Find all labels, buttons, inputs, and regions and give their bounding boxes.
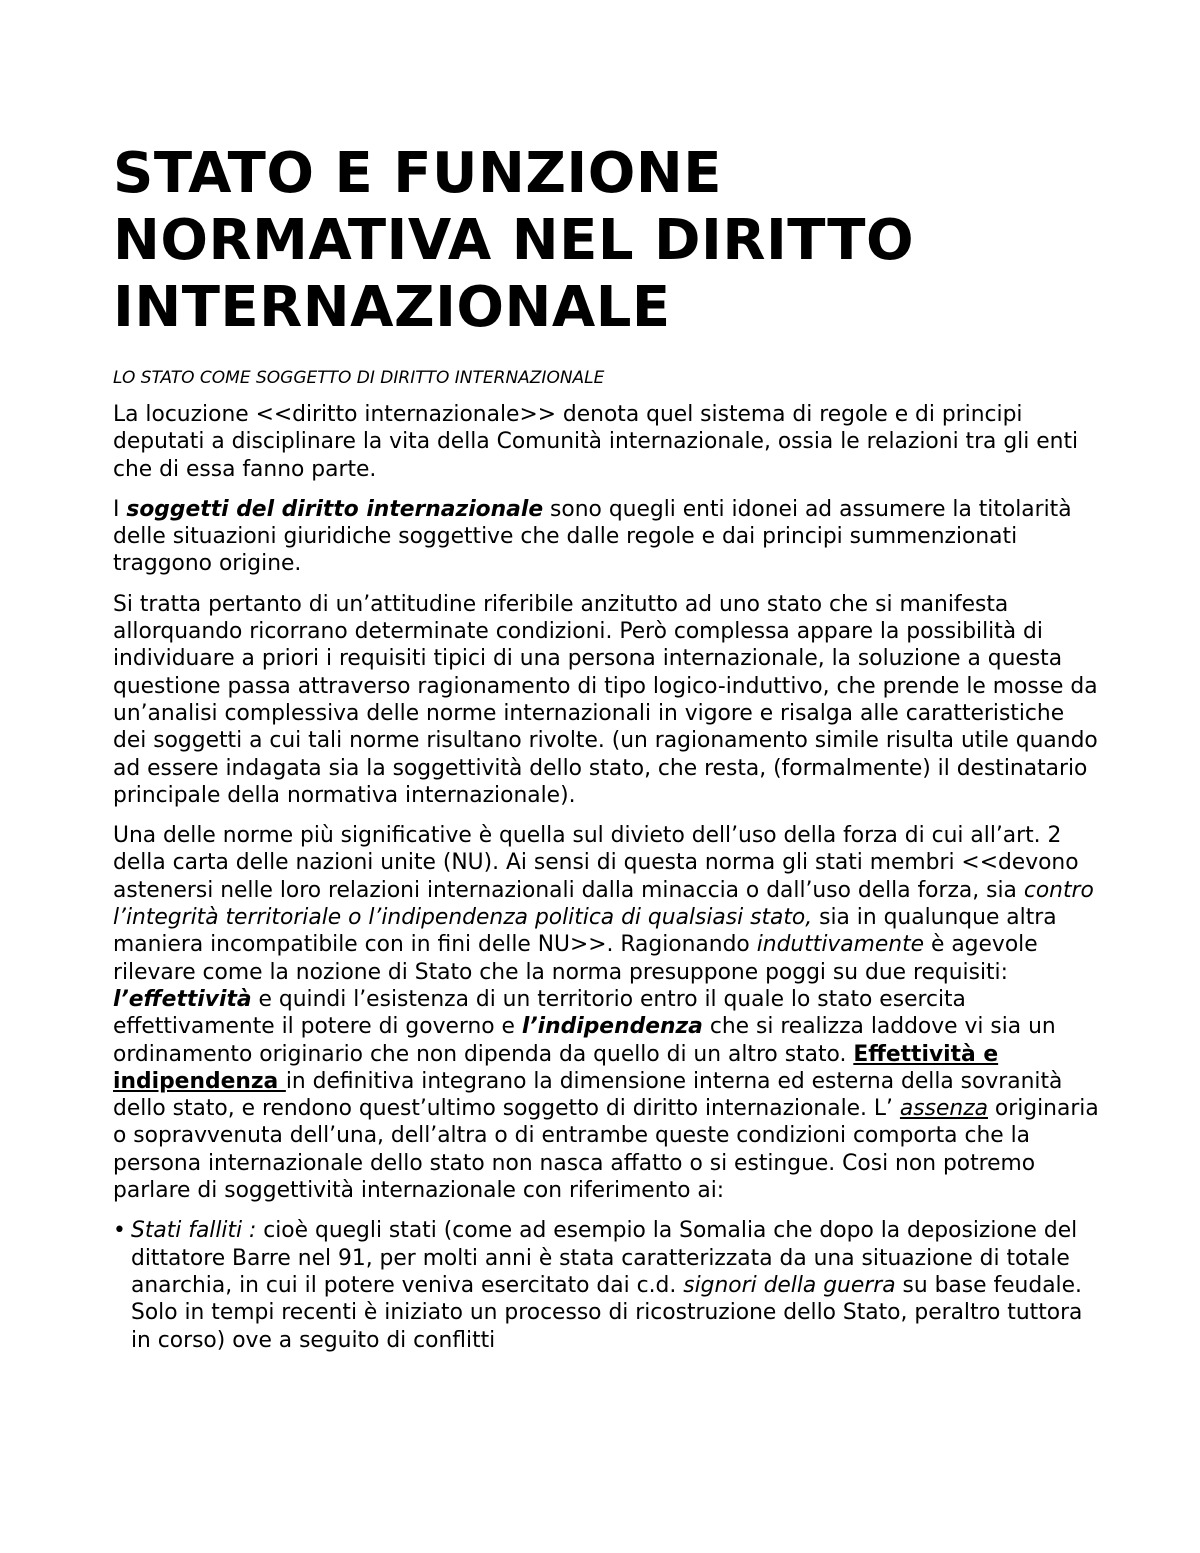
p4-text-e: è agevole rilevare come la nozione di Stato che la norma presuppone poggi su due requisiti: (113, 932, 1038, 985)
p4-text-g: e quindi l’esistenza di un territorio entro il quale lo stato esercita effettivamente il potere di governo e (113, 986, 966, 1040)
bullet-marker: • (113, 1218, 126, 1244)
p4-underlined-assenza: assenza (899, 1096, 988, 1122)
section-heading: LO STATO COME SOGGETTO DI DIRITTO INTERNAZIONALE (113, 368, 605, 388)
paragraph-4 (113, 822, 1103, 1204)
p4-underlined-bold: Effettività e indipendenza (113, 1041, 999, 1094)
p2-emphasis-soggetti: soggetti del diritto internazionale (126, 496, 544, 522)
p4-text-i: che si realizza laddove vi sia un ordinamento originario che non dipenda da quello di un altro stato. (113, 1014, 1056, 1067)
paragraph-2 (113, 496, 1103, 578)
p4-italic-quote: contro l’integrità territoriale o l’indipendenza politica di qualsiasi stato, (113, 877, 1094, 931)
bullet-text-d: su base feudale. Solo in tempi recenti è iniziato un processo di ricostruzione dello Stato, peraltro tuttora in corso) ove a seguito di conflitti (131, 1272, 1083, 1353)
paragraph-1: La locuzione <<diritto internazionale>> denota quel sistema di regole e di principi deputati a disciplinare la vita della Comunità internazionale, ossia le relazioni tra gli enti che di essa fanno parte. (113, 402, 1079, 482)
p2-text-c: sono quegli enti idonei ad assumere la titolarità delle situazioni giuridiche soggettive che dalle regole e dai principi summenzionati traggono origine. (113, 496, 1072, 577)
p4-text-k: in definitiva integrano la dimensione interna ed esterna della sovranità dello stato, e rendono quest’ultimo soggetto di diritto internazionale. L’ (113, 1068, 1063, 1122)
p4-text-m: originaria o sopravvenuta dell’una, dell’altra o di entrambe queste condizioni comporta che la persona internazionale dello stato non nasca affatto o si estingue. Cosi non potremo parlare di soggettività internazionale con riferimento ai: (113, 1096, 1099, 1204)
p4-emphasis-effettivita: l’effettività (113, 986, 252, 1012)
p4-emphasis-indipendenza: l’indipendenza (521, 1014, 703, 1040)
p4-italic-induttivamente: induttivamente (756, 932, 925, 958)
bullet-italic-signori: signori della guerra (683, 1272, 896, 1298)
document-page (113, 140, 1103, 1354)
p4-text-c: sia in qualunque altra maniera incompatibile con in fini delle NU>>. Ragionando (113, 905, 1057, 958)
bullet-list (113, 1217, 1103, 1353)
list-item (113, 1217, 1103, 1353)
p4-text-a: Una delle norme più significative è quella sul divieto dell’uso della forza di cui all’art. 2 della carta delle nazioni unite (NU). Ai sensi di questa norma gli stati membri <<devono astenersi nelle loro relazioni internazionali dalla minaccia o dall’uso della forza, sia (113, 823, 1079, 903)
bullet-text-b: cioè quegli stati (come ad esempio la Somalia che dopo la deposizione del dittatore Barre nel 91, per molti anni è stata caratterizzata da una situazione di totale anarchia, in cui il potere veniva esercitato dai c.d. (131, 1218, 1078, 1298)
p2-text-a: I (113, 496, 127, 522)
paragraph-3: Si tratta pertanto di un’attitudine riferibile anzitutto ad uno stato che si manifesta allorquando ricorrano determinate condizioni. Però complessa appare la possibilità di individuare a priori i requisiti tipici di una persona internazionale, la soluzione a questa questione passa attraverso ragionamento di tipo logico-induttivo, che prende le mosse da un’analisi complessiva delle norme internazionali in vigore e risalga alle caratteristiche dei soggetti a cui tali norme risultano rivolte. (un ragionamento simile risulta utile quando ad essere indagata sia la soggettività dello stato, che resta, (formalmente) il destinatario principale della normativa internazionale). (113, 591, 1098, 808)
document-title: STATO E FUNZIONE NORMATIVA NEL DIRITTO INTERNAZIONALE (113, 141, 915, 340)
bullet-term: Stati falliti : (131, 1218, 257, 1244)
